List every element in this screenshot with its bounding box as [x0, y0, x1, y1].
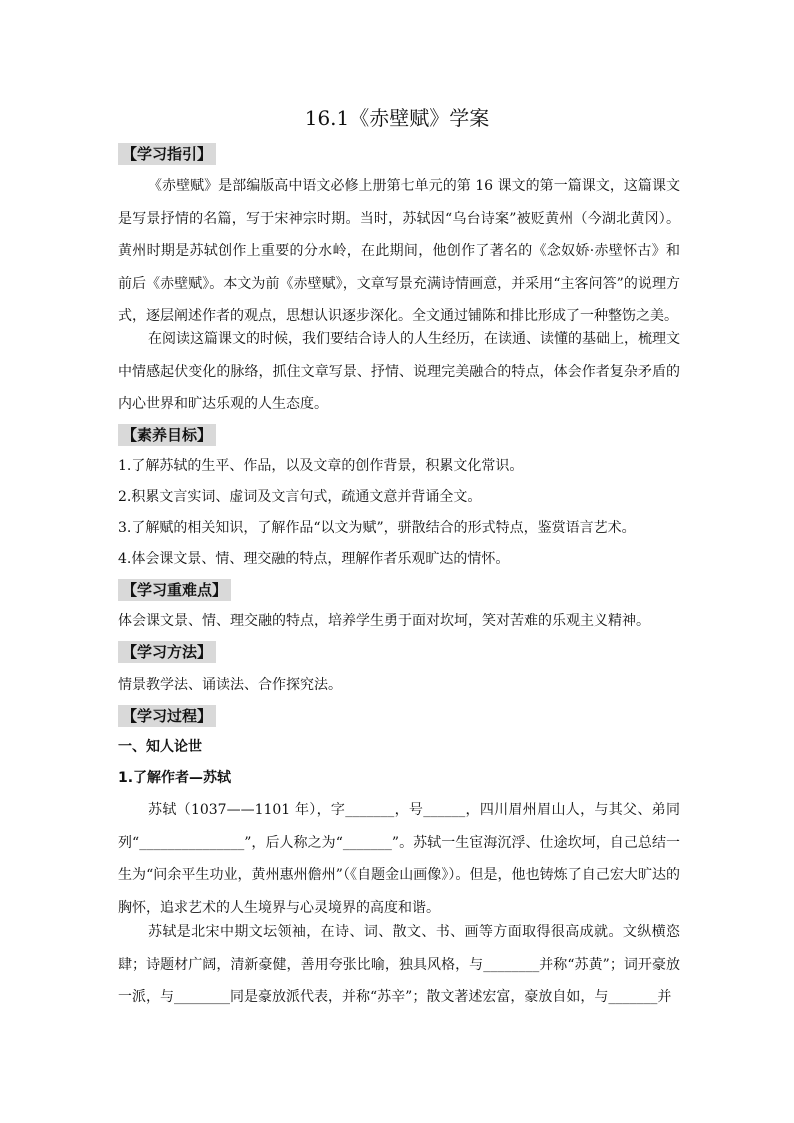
section-heading-process: 【学习过程】 — [118, 705, 216, 727]
key-points-text: 体会课文景、情、理交融的特点，培养学生勇于面对坎坷，笑对苦难的乐观主义精神。 — [118, 613, 650, 629]
page-title: 16.1《赤壁赋》学案 — [304, 106, 490, 130]
goal-item-2: 2.积累文言实词、虚词及文言句式，疏通文意并背诵全文。 — [118, 489, 482, 505]
goal-item-4: 4.体会课文景、情、理交融的特点，理解作者乐观旷达的情怀。 — [118, 551, 510, 567]
section-heading-key-points: 【学习重难点】 — [118, 579, 231, 601]
part-heading-1: 一、知人论世 — [118, 739, 202, 755]
section-heading-methods: 【学习方法】 — [118, 641, 216, 663]
guide-paragraph-1: 《赤壁赋》是部编版高中语文必修上册第七单元的第 16 课文的第一篇课文，这篇课文是写景抒情的名篇，写于宋神宗时期。当时，苏轼因“乌台诗案”被贬黄州（今湖北黄冈）。黄州时期是苏轼创作上重要的分水岭，在此期间，他创作了著名的《念奴娇·赤壁怀古》和前后《赤壁赋》。本文为前《赤壁赋》，文章写景充满诗情画意，并采用“主客问答”的说理方式，逐层阐述作者的观点，思想认识逐步深化。全文通过铺陈和排比形成了一种整饬之美。 — [118, 178, 680, 324]
author-paragraph-1: 苏轼（1037——1101 年），字_______，号______，四川眉州眉山人，与其父、弟同列“_______________”，后人称之为“_______”。苏轼一生宦海沉浮、仕途坎坷，自己总结一生为“问余平生功业，黄州惠州儋州”（《自题金山画像》）。但是，他也铸炼了自己宏大旷达的胸怀，追求艺术的人生境界与心灵境界的高度和谐。 — [118, 802, 680, 916]
goal-item-1: 1.了解苏轼的生平、作品，以及文章的创作背景，积累文化常识。 — [118, 458, 524, 474]
author-paragraph-2: 苏轼是北宋中期文坛领袖，在诗、词、散文、书、画等方面取得很高成就。文纵横恣肆；诗题材广阔，清新豪健，善用夸张比喻，独具风格，与________并称“苏黄”；词开豪放一派，与________同是豪放派代表，并称“苏辛”；散文著述宏富，豪放自如，与_______并 — [118, 924, 680, 1005]
section-heading-goals: 【素养目标】 — [118, 424, 216, 446]
item-heading-1: 1.了解作者—苏轼 — [118, 770, 232, 786]
goal-item-3: 3.了解赋的相关知识，了解作品“以文为赋”，骈散结合的形式特点，鉴赏语言艺术。 — [118, 520, 636, 536]
methods-text: 情景教学法、诵读法、合作探究法。 — [118, 677, 342, 693]
section-heading-guide: 【学习指引】 — [118, 143, 216, 165]
guide-paragraph-2: 在阅读这篇课文的时候，我们要结合诗人的人生经历，在读通、读懂的基础上，梳理文中情感起伏变化的脉络，抓住文章写景、抒情、说理完美融合的特点，体会作者复杂矛盾的内心世界和旷达乐观的人生态度。 — [118, 331, 680, 412]
